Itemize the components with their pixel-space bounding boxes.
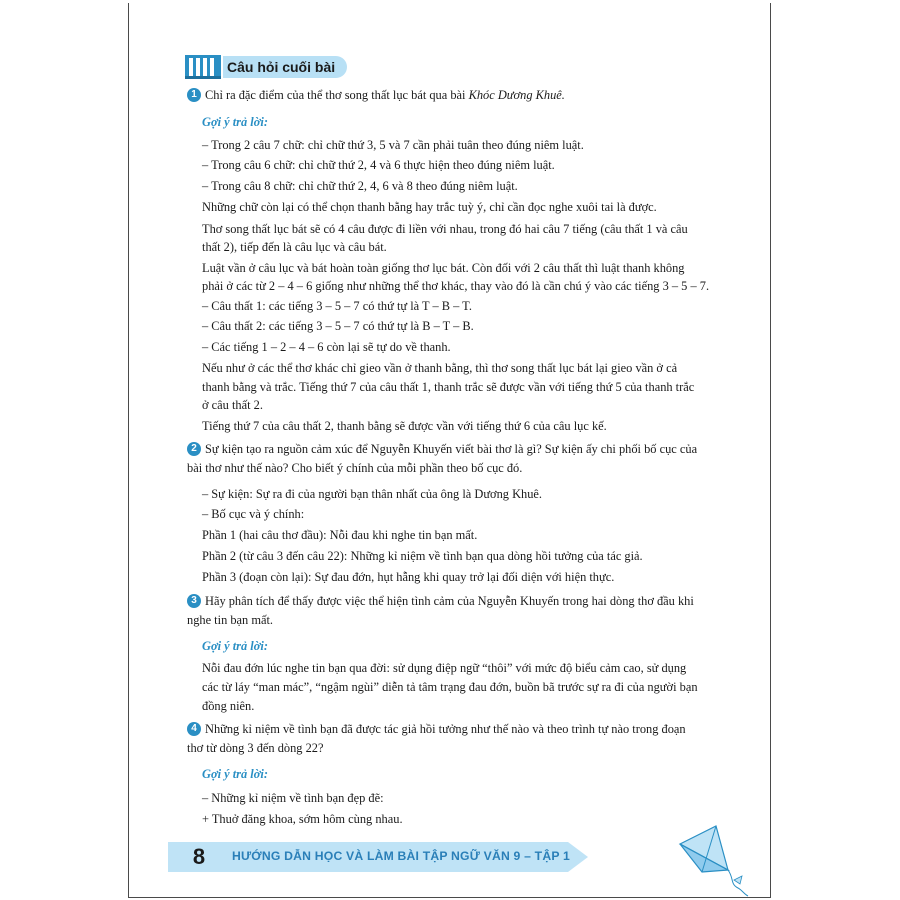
answer-line: Tiếng thứ 7 của câu thất 2, thanh bằng sẽ được vần với tiếng thứ 6 của câu lục kế. [202, 419, 607, 433]
question-number-3: 3 [187, 594, 201, 608]
question-number-2: 2 [187, 442, 201, 456]
answer-line: Luật vần ở câu lục và bát hoàn toàn giống thơ lục bát. Còn đối với 2 câu thất thì luật thanh không [202, 261, 685, 275]
answer-line: – Các tiếng 1 – 2 – 4 – 6 còn lại sẽ tự do về thanh. [202, 340, 451, 354]
answer-line: – Những kỉ niệm về tình bạn đẹp đẽ: [202, 791, 384, 805]
answer-line: Phần 1 (hai câu thơ đầu): Nỗi đau khi nghe tin bạn mất. [202, 528, 478, 542]
answer-line: phải ở các từ 2 – 4 – 6 giống như những thể thơ khác, thay vào đó là cần chú ý vào các tiếng 3 – 5 – 7. [202, 279, 710, 293]
answer-line: – Trong 2 câu 7 chữ: chỉ chữ thứ 3, 5 và 7 cần phải tuân theo đúng niêm luật. [202, 138, 584, 152]
answer-line: – Câu thất 1: các tiếng 3 – 5 – 7 có thứ tự là T – B – T. [202, 299, 472, 313]
answer-line: Phần 3 (đoạn còn lại): Sự đau đớn, hụt hẫng khi quay trở lại đối diện với hiện thực. [202, 570, 615, 584]
question-2-prompt: bài thơ như thế nào? Cho biết ý chính của mỗi phần theo bố cục đó. [187, 461, 523, 475]
answer-line: thất 2), tiếp đến là câu lục và câu bát. [202, 240, 387, 254]
answer-line: thanh bằng và trắc. Tiếng thứ 7 của câu thất 1, thanh trắc sẽ được vần với tiếng thứ 5 của thanh trắc [202, 380, 695, 394]
hint-label: Gợi ý trả lời: [202, 115, 268, 129]
answer-line: Những chữ còn lại có thể chọn thanh bằng hay trắc tuỳ ý, chỉ cần đọc nghe xuôi tai là được. [202, 200, 657, 214]
answer-line: ở câu thất 2. [202, 398, 263, 412]
answer-line: Phần 2 (từ câu 3 đến câu 22): Những kỉ niệm về tình bạn qua dòng hồi tưởng của tác giả. [202, 549, 643, 563]
answer-line: – Câu thất 2: các tiếng 3 – 5 – 7 có thứ tự là B – T – B. [202, 319, 474, 333]
answer-line: các từ láy “man mác”, “ngậm ngùi” diễn tả tâm trạng đau đớn, buồn bã trước sự ra đi của người bạn [202, 680, 698, 694]
question-2-prompt: Sự kiện tạo ra nguồn cảm xúc để Nguyễn Khuyến viết bài thơ là gì? Sự kiện ấy chi phối bố cục của [205, 442, 698, 456]
question-1-prompt: Chỉ ra đặc điểm của thể thơ song thất lục bát qua bài Khóc Dương Khuê. [205, 88, 565, 102]
answer-line: Nếu như ở các thể thơ khác chỉ gieo vần ở thanh bằng, thì thơ song thất lục bát lại gieo vần ở cả [202, 361, 678, 375]
answer-line: + Thuở đăng khoa, sớm hôm cùng nhau. [202, 812, 403, 826]
answer-line: Thơ song thất lục bát sẽ có 4 câu được đi liền với nhau, trong đó hai câu 7 tiếng (câu thất 1 và câu [202, 222, 688, 236]
hint-label: Gợi ý trả lời: [202, 639, 268, 653]
kite-icon [672, 822, 752, 897]
answer-line: – Trong câu 8 chữ: chỉ chữ thứ 2, 4, 6 và 8 theo đúng niêm luật. [202, 179, 518, 193]
question-4-prompt: Những kỉ niệm về tình bạn đã được tác giả hồi tưởng như thế nào và theo trình tự nào trong đoạn [205, 722, 686, 736]
hint-label: Gợi ý trả lời: [202, 767, 268, 781]
section-bars-icon [185, 55, 221, 79]
question-3-prompt: Hãy phân tích để thấy được việc thể hiện tình cảm của Nguyễn Khuyến trong hai dòng thơ đầu khi [205, 594, 694, 608]
page-number: 8 [192, 844, 206, 869]
poem-title: Khóc Dương Khuê. [468, 88, 565, 102]
answer-line: đồng niên. [202, 699, 255, 713]
section-title: Câu hỏi cuối bài [223, 56, 347, 78]
answer-line: – Sự kiện: Sự ra đi của người bạn thân nhất của ông là Dương Khuê. [202, 487, 543, 501]
answer-line: Nỗi đau đớn lúc nghe tin bạn qua đời: sử dụng điệp ngữ “thôi” với mức độ biểu cảm cao, sử dụng [202, 661, 687, 675]
section-header [185, 55, 360, 79]
question-number-1: 1 [187, 88, 201, 102]
answer-line: – Trong câu 6 chữ: chỉ chữ thứ 2, 4 và 6 thực hiện theo đúng niêm luật. [202, 158, 555, 172]
question-3-prompt: nghe tin bạn mất. [187, 613, 274, 627]
answer-line: – Bố cục và ý chính: [202, 507, 305, 521]
book-title: HƯỚNG DẪN HỌC VÀ LÀM BÀI TẬP NGỮ VĂN 9 – TẬP 1 [232, 849, 570, 863]
question-number-4: 4 [187, 722, 201, 736]
question-4-prompt: thơ từ dòng 3 đến dòng 22? [187, 741, 324, 755]
